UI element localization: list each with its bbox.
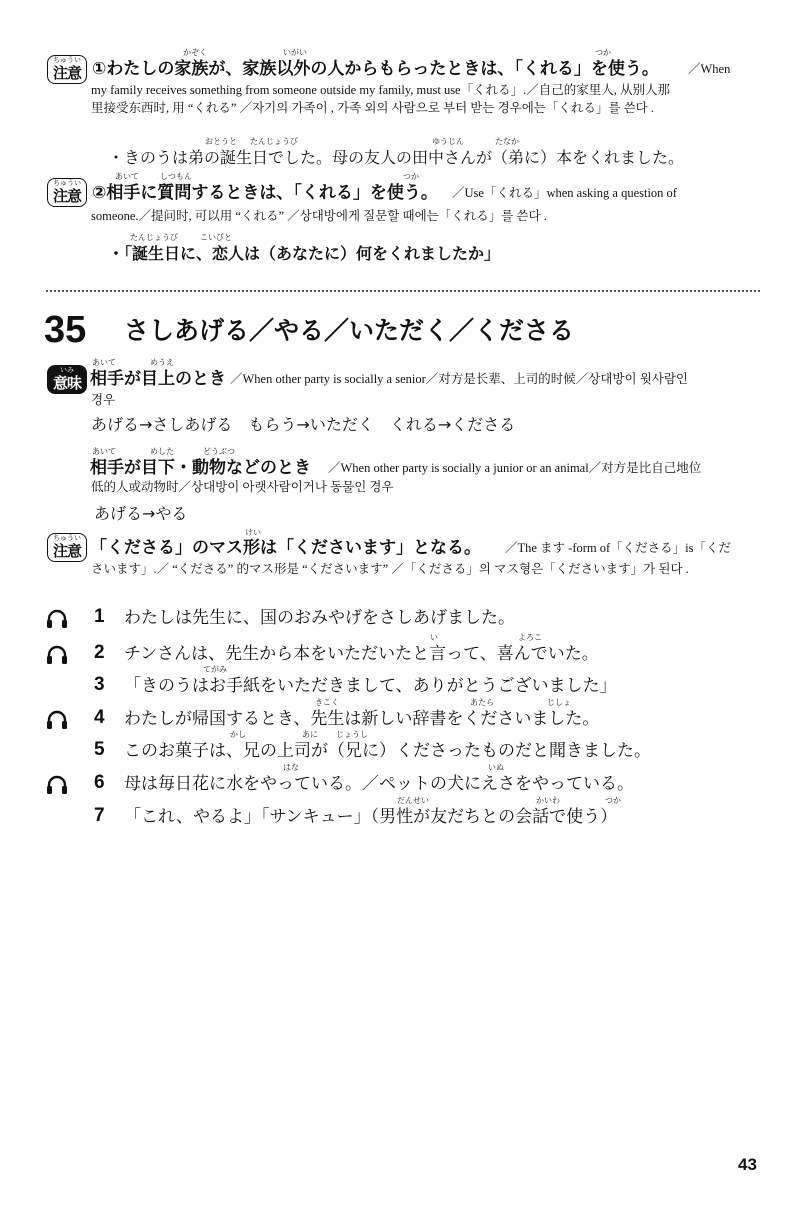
caution-badge: ちゅうい 注意 — [47, 533, 87, 562]
note2-main: ②相手に質問するときは、「くれる」を使う。 — [92, 183, 438, 203]
furigana: よろこ — [518, 633, 542, 642]
note1-sub-line1: ／When — [688, 62, 731, 76]
note1-main: ①わたしの家族が、家族以外の人からもらったときは、「くれる」を使う。 — [92, 59, 659, 79]
furigana: めした — [150, 447, 174, 456]
meaning2-sub-line2: 低的人或动物时／상대방이 아랫사람이거나 동물인 경우 — [91, 480, 394, 494]
furigana: ゆうじん — [432, 137, 464, 146]
headphones-icon[interactable] — [46, 775, 68, 795]
example-number: 7 — [94, 805, 105, 826]
note1-example: ・きのうは弟の誕生日でした。母の友人の田中さんが（弟に）本をくれました。 — [108, 148, 685, 167]
furigana: しつもん — [160, 172, 192, 181]
furigana: いぬ — [488, 763, 504, 772]
furigana: たんじょうび — [250, 137, 298, 146]
furigana: つか — [403, 172, 419, 181]
section-divider — [46, 290, 760, 292]
furigana: こいびと — [200, 233, 232, 242]
furigana: あいて — [115, 172, 139, 181]
meaning1-sub-line2: 경우 — [91, 393, 116, 407]
headphones-icon[interactable] — [46, 710, 68, 730]
meaning1-main: 相手が目上のとき — [90, 369, 226, 389]
example-number: 5 — [94, 739, 105, 760]
furigana: かいわ — [536, 796, 560, 805]
note2-example: ・「誕生日に、恋人は（あなたに）何をくれましたか」 — [108, 244, 501, 263]
furigana: かぞく — [183, 48, 207, 57]
caution-badge: ちゅうい 注意 — [47, 178, 87, 207]
caution-badge: ちゅうい 注意 — [47, 55, 87, 84]
furigana: めうえ — [150, 358, 174, 367]
example-number: 1 — [94, 606, 105, 627]
furigana: つか — [595, 48, 611, 57]
furigana: だんせい — [397, 796, 429, 805]
example-sentence: チンさんは、先生から本をいただいたと言って、喜んでいた。 — [124, 644, 599, 664]
furigana: たなか — [495, 137, 519, 146]
note3-main: 「くださる」のマス形は「くださいます」となる。 — [90, 538, 481, 558]
meaning2-main: 相手が目下・動物などのとき — [90, 458, 311, 478]
example-sentence: わたしは先生に、国のおみやげをさしあげました。 — [124, 608, 515, 628]
note1-sub-line3: 里接受东西时, 用 “くれる” ／자기의 가족이 , 가족 외의 사람으로 부터 받는 경우에는「くれる」를 쓴다 . — [91, 101, 654, 115]
furigana: あいて — [92, 447, 116, 456]
headphones-icon[interactable] — [46, 609, 68, 629]
furigana: い — [430, 633, 438, 642]
example-number: 4 — [94, 707, 105, 728]
furigana: どうぶつ — [203, 447, 235, 456]
furigana: きこく — [315, 698, 339, 707]
furigana: じしょ — [547, 698, 571, 707]
furigana: あたら — [470, 698, 494, 707]
furigana: けい — [245, 528, 261, 537]
example-number: 2 — [94, 642, 105, 663]
note2-sub-line2: someone.／提问时, 可以用 “くれる” ／상대방에게 질문할 때에는「くれる」를 쓴다 . — [91, 209, 547, 223]
headphones-icon[interactable] — [46, 645, 68, 665]
furigana: はな — [283, 763, 299, 772]
example-sentence: 「きのうはお手紙をいただきまして、ありがとうございました」 — [124, 676, 617, 696]
furigana: あに — [302, 730, 318, 739]
example-sentence: 「これ、やるよ」「サンキュー」（男性が友だちとの会話で使う） — [124, 807, 618, 827]
furigana: あいて — [92, 358, 116, 367]
section-title: さしあげる／やる／いただく／くださる — [124, 316, 575, 345]
example-sentence: 母は毎日花に水をやっている。／ペットの犬にえさをやっている。 — [124, 774, 634, 794]
furigana: かし — [230, 730, 246, 739]
section-number: 35 — [44, 309, 87, 351]
furigana: いがい — [283, 48, 307, 57]
example-number: 6 — [94, 772, 105, 793]
meaning1-pairs: あげる→さしあげる もらう→いただく くれる→くださる — [91, 415, 516, 434]
meaning1-sub-line1: ／When other party is socially a senior／对方是长辈、上司的时候／상대방이 윗사람인 — [230, 372, 689, 386]
note3-sub-line2: さいます」.／ “くださる” 的マス形是 “くださいます” ／「くださる」의 マス형은「くださいます」가 된다 . — [91, 562, 689, 576]
meaning2-sub-line1: ／When other party is socially a junior or an animal／对方是比自己地位 — [328, 461, 702, 475]
example-sentence: このお菓子は、兄の上司が（兄に）くださったものだと聞きました。 — [124, 741, 651, 761]
example-sentence: わたしが帰国するとき、先生は新しい辞書をくださいました。 — [124, 709, 600, 729]
example-number: 3 — [94, 674, 105, 695]
meaning2-pairs: あげる→やる — [94, 504, 188, 523]
note2-sub-line1: ／Use「くれる」when asking a question of — [452, 186, 677, 200]
furigana: てがみ — [203, 665, 227, 674]
furigana: じょうし — [336, 730, 368, 739]
note3-sub-line1: ／The ます -form of「くださる」is「くだ — [505, 541, 732, 555]
page-number: 43 — [738, 1155, 757, 1174]
furigana: つか — [605, 796, 621, 805]
furigana: おとうと — [205, 137, 237, 146]
note1-sub-line2: my family receives something from someone outside my family, must use「くれる」.／自己的家里人, 从别人那 — [91, 83, 670, 97]
meaning-badge: いみ 意味 — [47, 365, 87, 394]
furigana: たんじょうび — [130, 233, 178, 242]
